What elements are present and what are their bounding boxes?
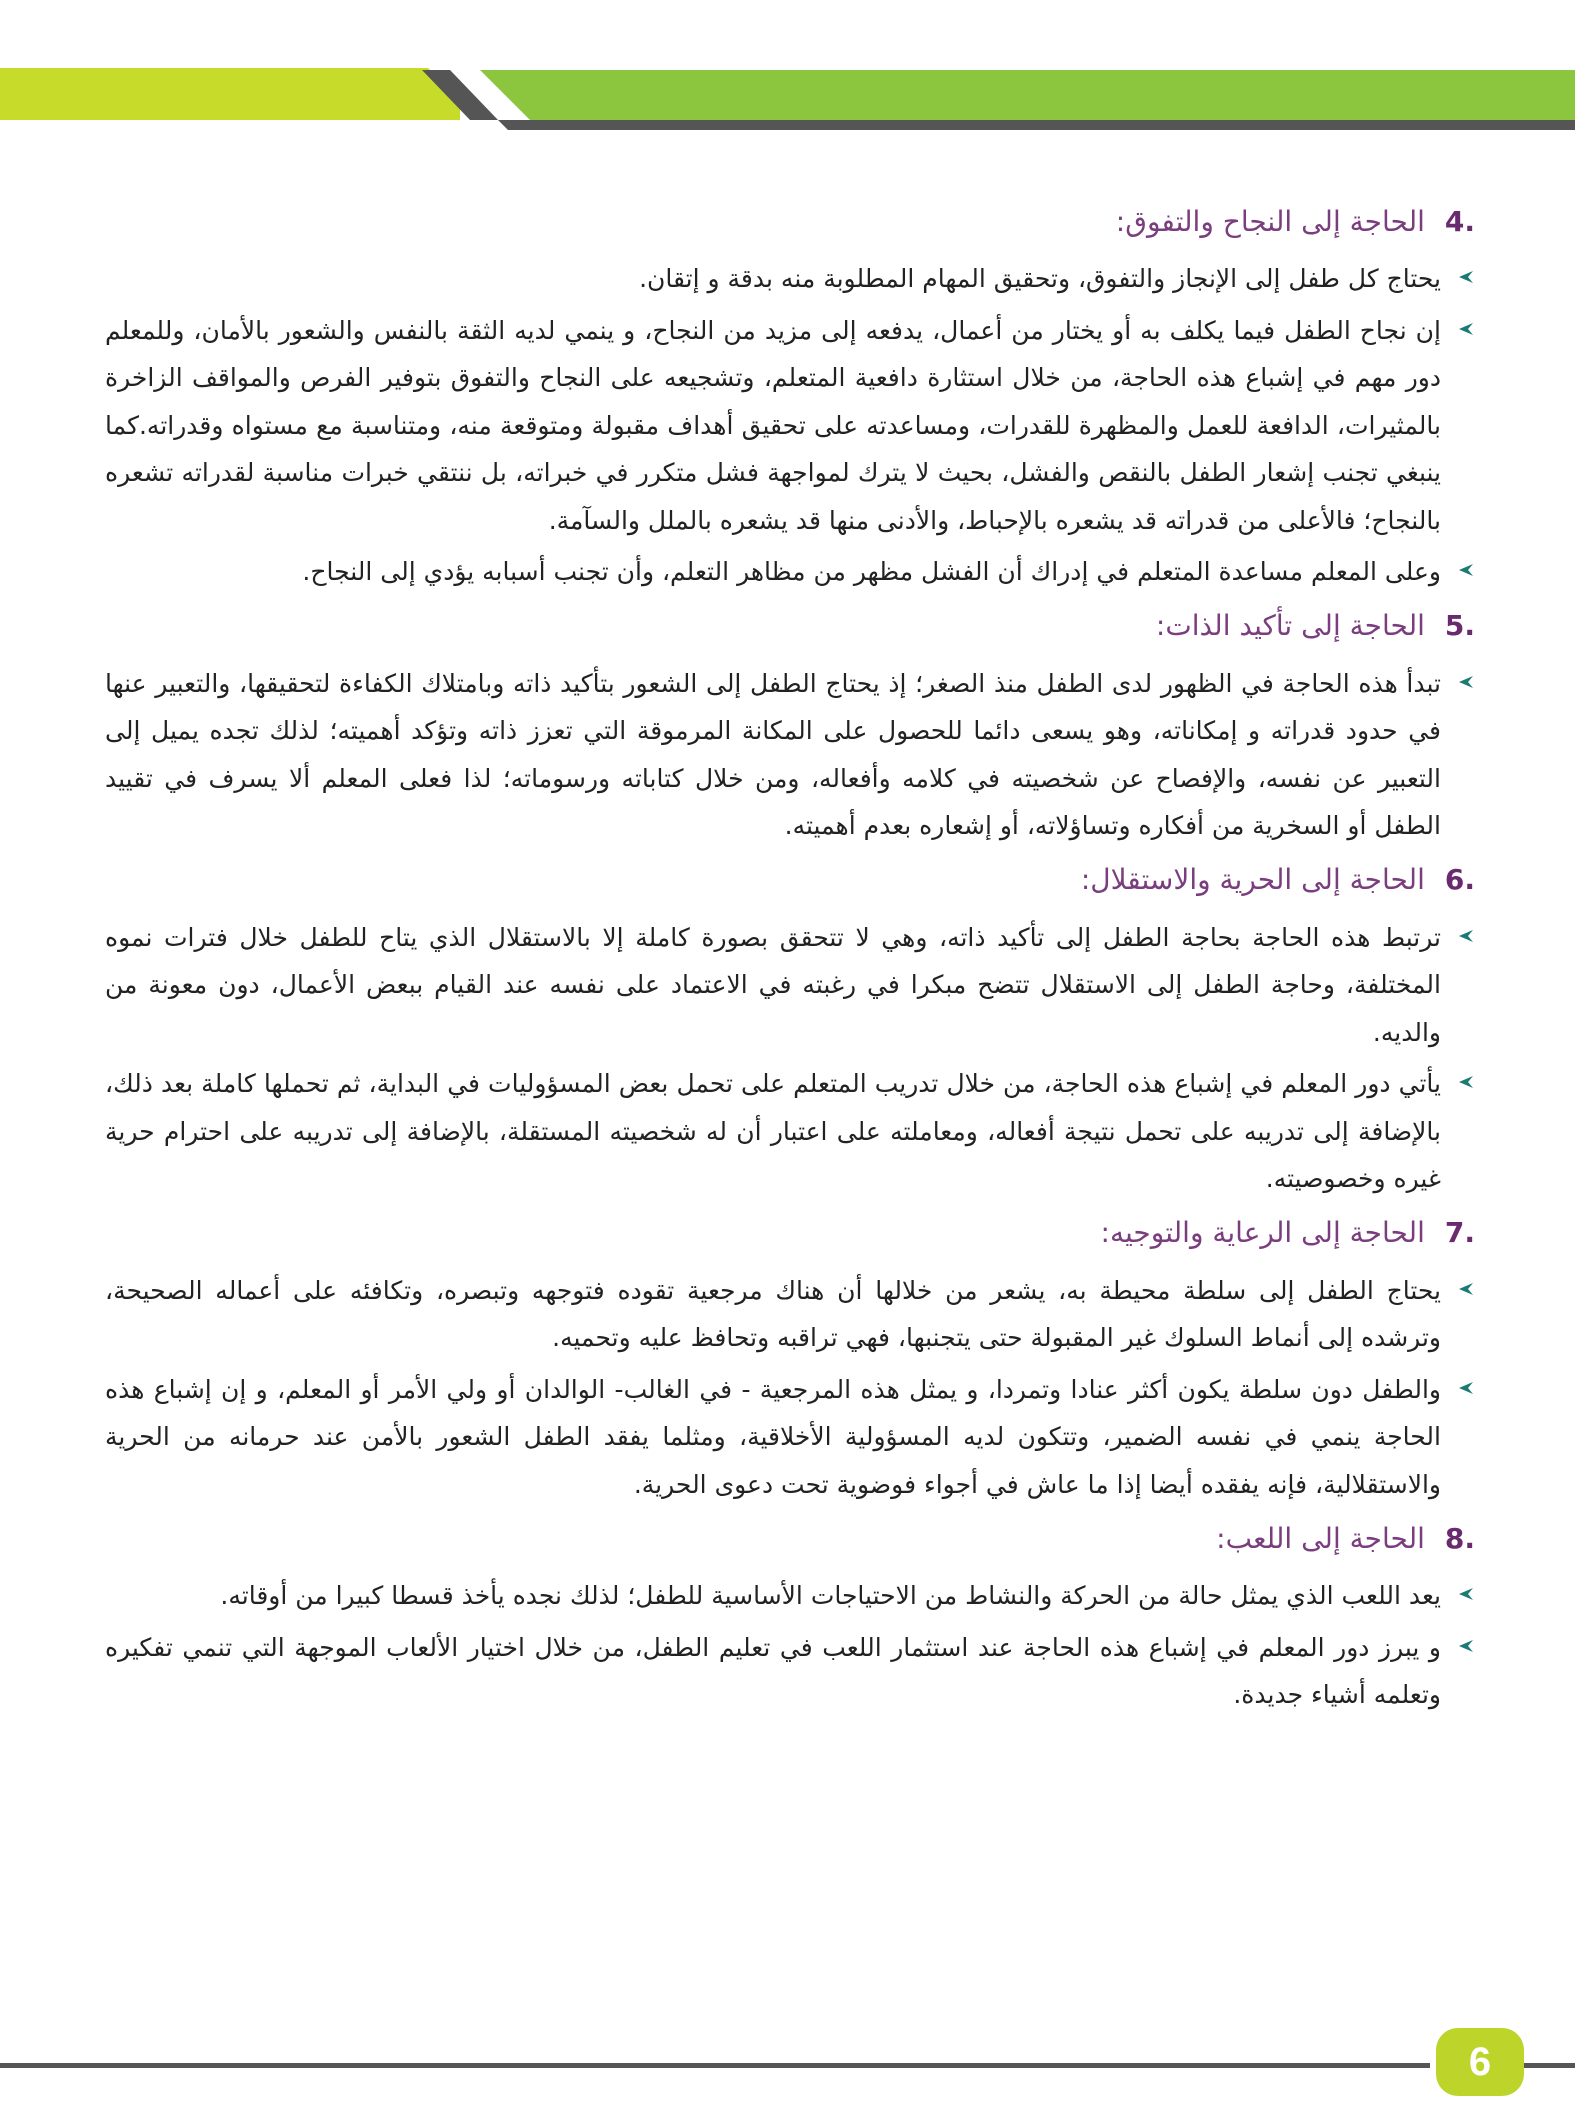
section-number: 7. [1444,1216,1475,1249]
bullet-text: يحتاج كل طفل إلى الإنجاز والتفوق، وتحقيق المهام المطلوبة منه بدقة و إتقان. [639,264,1441,293]
bullet-text: يحتاج الطفل إلى سلطة محيطة به، يشعر من خلالها أن هناك مرجعية تقوده فتوجهه وتبصره، وتكافئه على أعماله الصحيحة، وترشده إلى أنماط السلوك غير المقبولة حتى يتجنبها، فهي تراقبه وتحافظ عليه وتحميه. [105,1275,1441,1352]
list-item [105,914,1475,1057]
bullet-icon [1457,1380,1473,1396]
page-number: 6 [1468,2039,1492,2084]
section-title: الحاجة إلى الحرية والاستقلال: [1080,863,1425,896]
section-title: الحاجة إلى الرعاية والتوجيه: [1100,1216,1425,1249]
bullet-text: وعلى المعلم مساعدة المتعلم في إدراك أن الفشل مظهر من مظاهر التعلم، وأن تجنب أسبابه يؤدي إلى النجاح. [302,557,1441,586]
header-lime-band [0,68,460,120]
list-item [105,660,1475,850]
bullet-text: ترتبط هذه الحاجة بحاجة الطفل إلى تأكيد ذاته، وهي لا تتحقق بصورة كاملة إلا بالاستقلال الذي يتاح للطفل خلال فترات نموه المختلفة، وحاجة الطفل إلى الاستقلال تتضح مبكرا في رغبته في الاعتماد على نفسه عند القيام ببعض الأعمال، دون معونة من والديه. [105,922,1441,1047]
section-number: 8. [1444,1521,1475,1555]
list-item [105,1267,1475,1362]
bullet-icon [1457,1281,1473,1297]
section-number: 4. [1444,204,1475,238]
section-title: الحاجة إلى اللعب: [1216,1521,1425,1555]
list-item [105,255,1475,303]
list-item [105,548,1475,596]
bullet-icon [1457,562,1473,578]
bullet-text: تبدأ هذه الحاجة في الظهور لدى الطفل منذ الصغر؛ إذ يحتاج الطفل إلى الشعور بتأكيد ذاته وبامتلاك الكفاءة لتحقيقها، والتعبير عنها في حدود قدراته و إمكاناته، وهو يسعى دائما للحصول على المكانة المرموقة التي تعزز ذاته وتؤكد أهميته؛ لذلك تجده يميل إلى التعبير عن نفسه، والإفصاح عن شخصيته في كلامه وأفعاله، ومن خلال كتاباته ورسوماته؛ لذا فعلى المعلم ألا يسرف في تقييد الطفل أو السخرية من أفكاره وتساؤلاته، أو إشعاره بعدم أهميته. [105,668,1441,840]
list-item [105,307,1475,545]
section-heading-8 [105,1512,1475,1564]
list-item [105,1624,1475,1719]
section-heading-5 [105,600,1475,652]
section-heading-7 [105,1207,1475,1259]
section-number: 5. [1444,609,1475,642]
section-heading-6 [105,854,1475,906]
list-item [105,1060,1475,1203]
bullet-text: يأتي دور المعلم في إشباع هذه الحاجة، من خلال تدريب المتعلم على تحمل بعض المسؤوليات في البداية، ثم تحملها كاملة بعد ذلك، بالإضافة إلى تدريبه على تحمل نتيجة أفعاله، ومعاملته على اعتبار أن له شخصيته المستقلة، بالإضافة إلى تدريبه على احترام حرية غيره وخصوصيته. [105,1069,1441,1193]
bullet-icon [1457,674,1473,690]
bullet-text: و يبرز دور المعلم في إشباع هذه الحاجة عند استثمار اللعب في تعليم الطفل، من خلال اختيار الألعاب الموجهة التي تنمي تفكيره وتعلمه أشياء جديدة. [105,1632,1441,1709]
page-content [105,195,1475,1723]
section-title: الحاجة إلى النجاح والتفوق: [1115,204,1425,238]
header-green-band [480,70,1575,120]
bullet-icon [1457,1586,1473,1602]
list-item [105,1366,1475,1509]
footer-line [0,2063,1430,2068]
bullet-icon [1457,269,1473,285]
header-bottom-line [530,120,1575,130]
section-title: الحاجة إلى تأكيد الذات: [1155,609,1425,642]
header-decoration [0,0,1575,140]
section-number: 6. [1444,863,1475,896]
bullet-text: والطفل دون سلطة يكون أكثر عنادا وتمردا، و يمثل هذه المرجعية - في الغالب- الوالدان أو ولي الأمر أو المعلم، و إن إشباع هذه الحاجة ينمي في نفسه الضمير، وتتكون لديه المسؤولية الأخلاقية، ومثلما يفقد الطفل الشعور بالأمن عند حرمانه من الحرية والاستقلالية، فإنه يفقده أيضا إذا ما عاش في أجواء فوضوية تحت دعوى الحرية. [105,1374,1441,1499]
section-heading-4 [105,195,1475,247]
bullet-text: يعد اللعب الذي يمثل حالة من الحركة والنشاط من الاحتياجات الأساسية للطفل؛ لذلك نجده يأخذ قسطا كبيرا من أوقاته. [220,1581,1441,1610]
bullet-icon [1457,1074,1473,1090]
bullet-icon [1457,321,1473,337]
bullet-text: إن نجاح الطفل فيما يكلف به أو يختار من أعمال، يدفعه إلى مزيد من النجاح، و ينمي لديه الثقة بالنفس والشعور بالأمان، وللمعلم دور مهم في إشباع هذه الحاجة، من خلال استثارة دافعية المتعلم، وتشجيعه على النجاح والتفوق بتوفير الفرص والمواقف الزاخرة بالمثيرات، الدافعة للعمل والمظهرة للقدرات، ومساعدته على تحقيق أهداف مقبولة ومتوقعة منه، ومتناسبة مع مستواه وقدراته.كما ينبغي تجنب إشعار الطفل بالنقص والفشل، بحيث لا يترك لمواجهة فشل متكرر في خبراته، بل ننتقي خبرات مناسبة لقدراته تشعره بالنجاح؛ فالأعلى من قدراته قد يشعره بالإحباط، والأدنى منها قد يشعره بالملل والسآمة. [105,315,1441,535]
bullet-icon [1457,1638,1473,1654]
list-item [105,1572,1475,1620]
page-number-badge [1436,2028,1524,2096]
bullet-icon [1457,928,1473,944]
footer-line-right [1524,2063,1575,2068]
